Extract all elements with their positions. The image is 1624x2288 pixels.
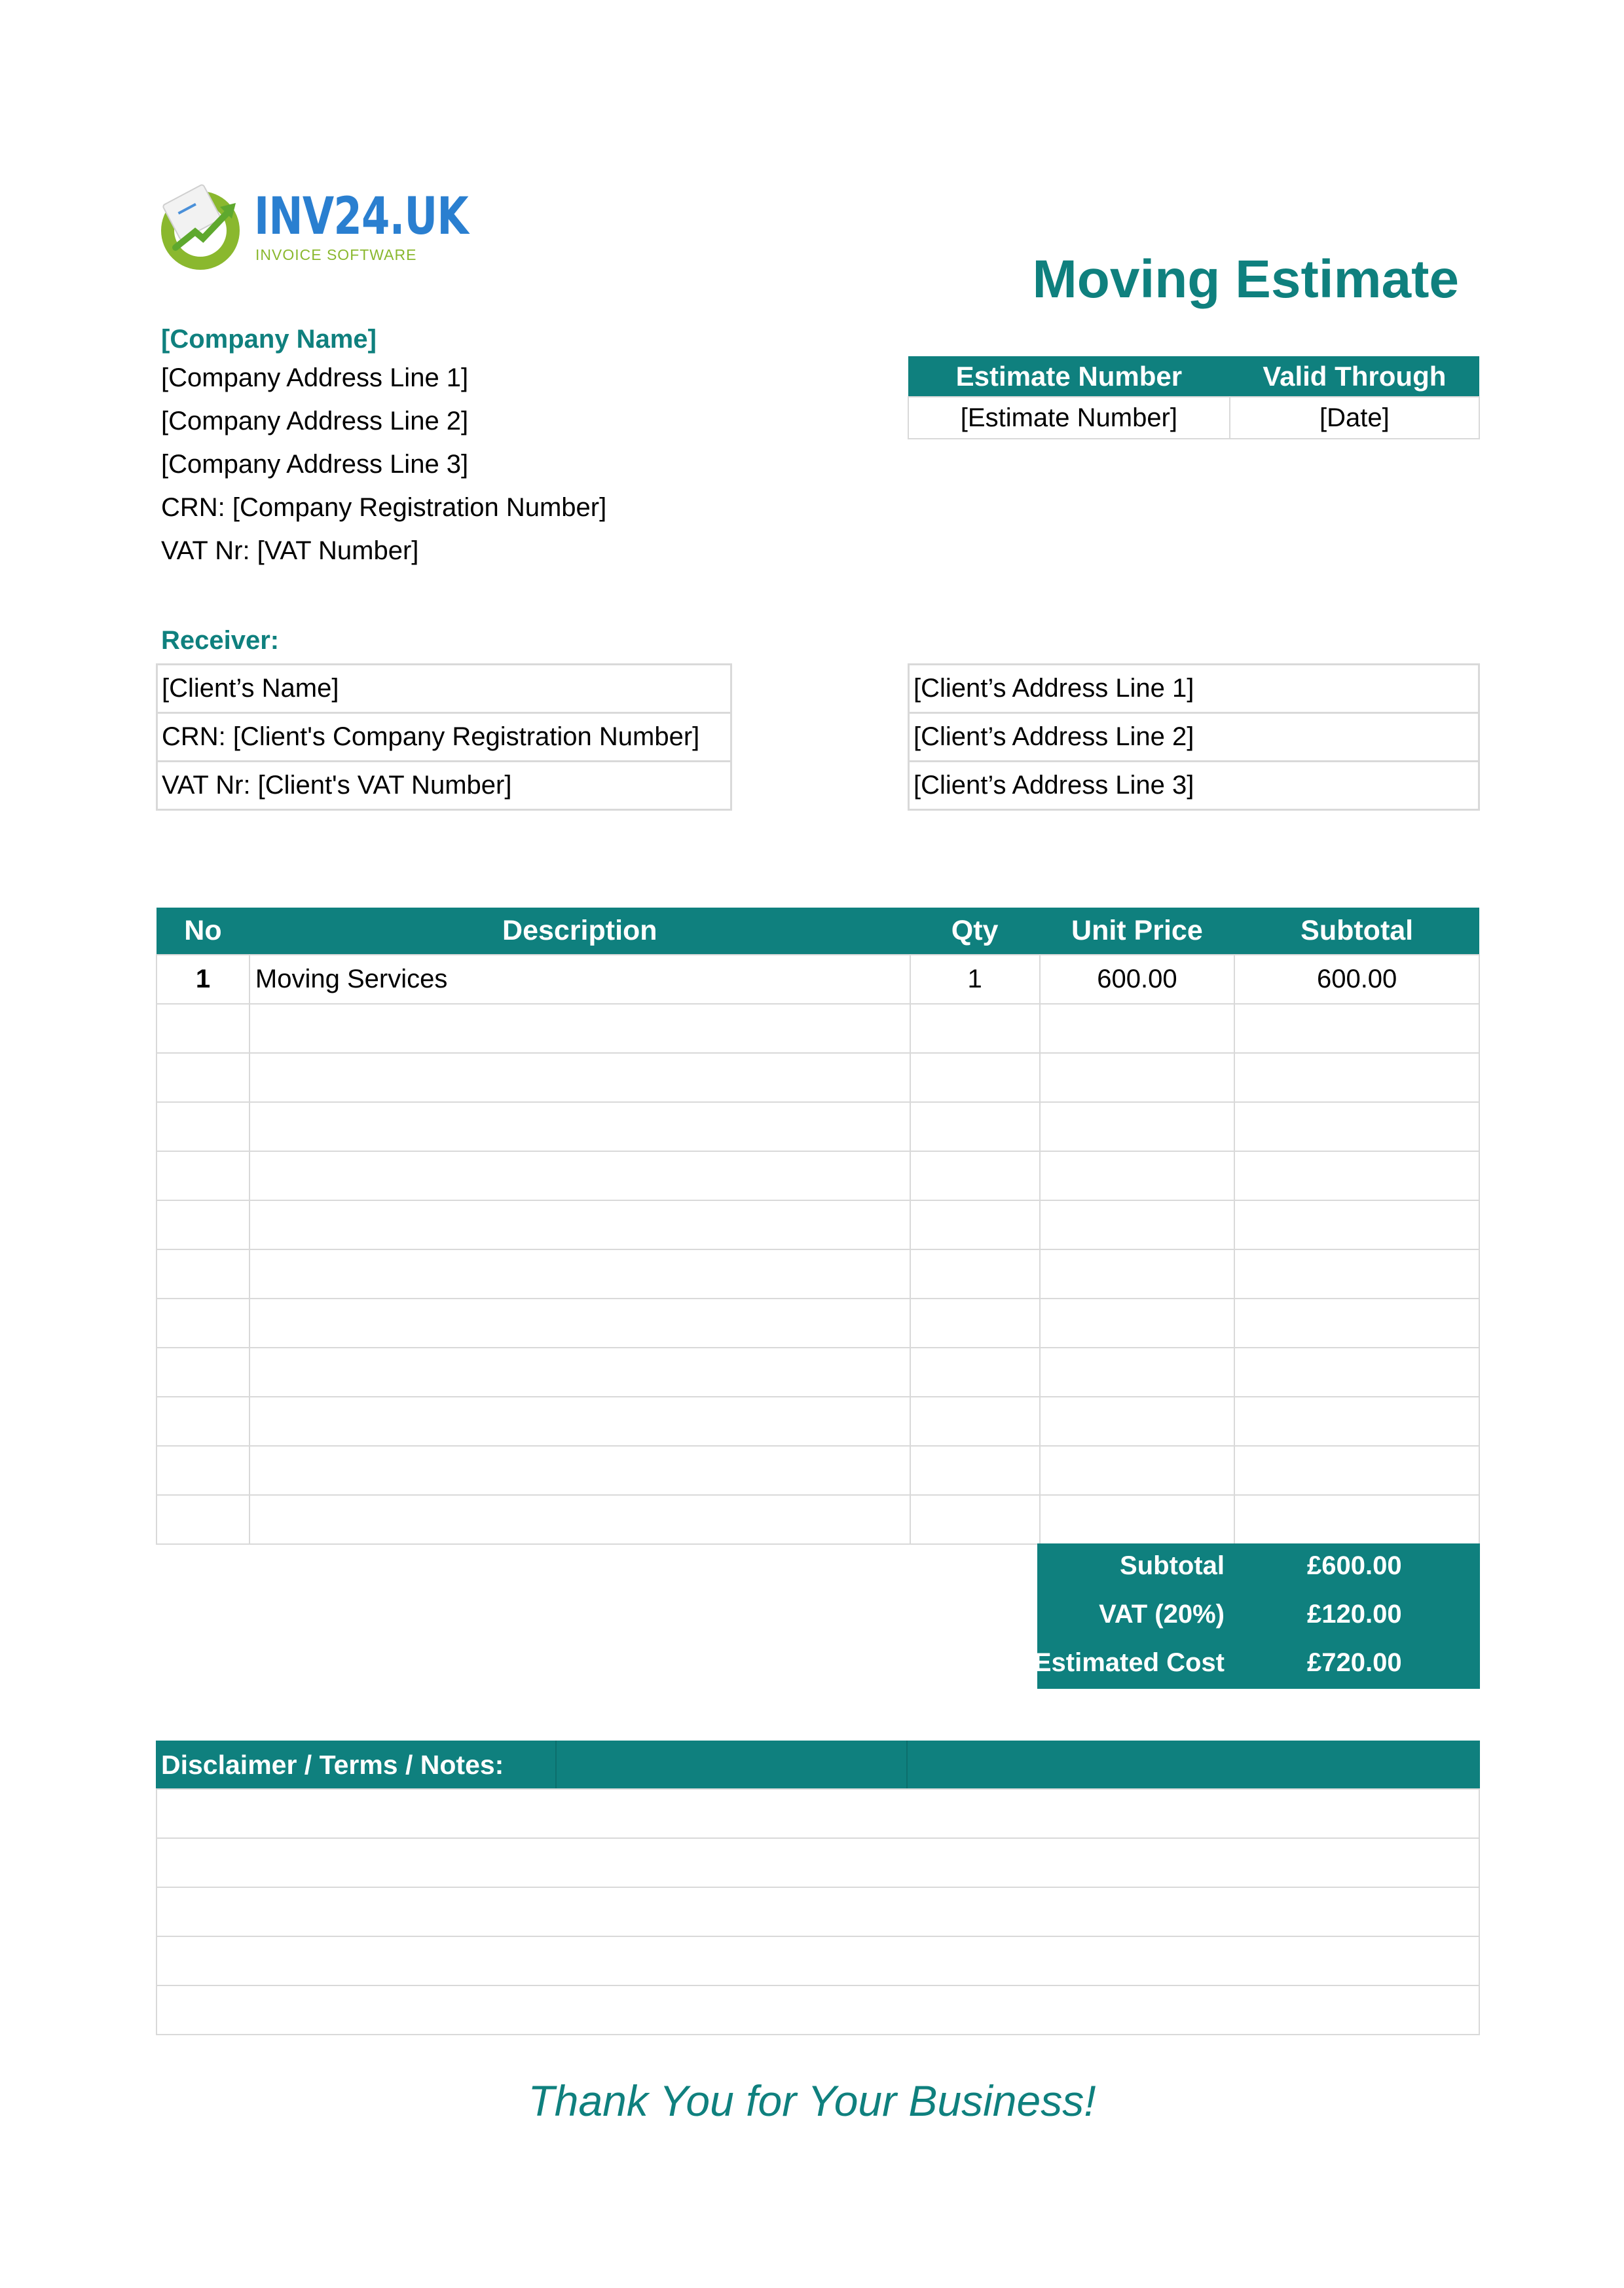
receiver-address-table [908, 663, 1480, 811]
vat-label: VAT (20%) [1099, 1600, 1225, 1629]
empty-cell [157, 1348, 249, 1397]
empty-cell [157, 1200, 249, 1249]
totals-box [1033, 1543, 1480, 1689]
empty-cell [1040, 1102, 1235, 1151]
column-header-description: Description [249, 908, 910, 955]
notes-row [157, 1936, 1479, 1985]
empty-cell [249, 1299, 910, 1348]
empty-cell [157, 1004, 249, 1053]
empty-cell [249, 1397, 910, 1446]
notes-cell [157, 1936, 1479, 1985]
empty-cell [1234, 1495, 1479, 1544]
empty-cell [910, 1102, 1040, 1151]
column-header-subtotal: Subtotal [1234, 908, 1479, 955]
receiver-details-table [156, 663, 732, 811]
empty-cell [157, 1397, 249, 1446]
client-address-line-2: [Client’s Address Line 2] [909, 713, 1479, 762]
empty-cell [910, 1495, 1040, 1544]
notes-row [157, 1789, 1479, 1838]
receiver-label: Receiver: [161, 626, 280, 655]
notes-row [157, 1838, 1479, 1887]
thank-you-message: Thank You for Your Business! [528, 2076, 1096, 2125]
empty-cell [249, 1004, 910, 1053]
empty-cell [910, 1299, 1040, 1348]
vat-row [1037, 1592, 1480, 1640]
empty-cell [249, 1446, 910, 1495]
empty-cell [1234, 1446, 1479, 1495]
empty-table-row [157, 1249, 1479, 1299]
empty-cell [1040, 1299, 1235, 1348]
item-subtotal: 600.00 [1234, 955, 1479, 1004]
estimated-cost-label: Estimated Cost [1033, 1648, 1225, 1677]
empty-cell [249, 1102, 910, 1151]
empty-cell [157, 1299, 249, 1348]
item-description: Moving Services [249, 955, 910, 1004]
empty-table-row [157, 1004, 1479, 1053]
empty-cell [1040, 1200, 1235, 1249]
empty-cell [249, 1200, 910, 1249]
estimate-number-value: [Estimate Number] [908, 397, 1230, 439]
empty-cell [910, 1004, 1040, 1053]
empty-cell [1234, 1053, 1479, 1102]
valid-through-value: [Date] [1230, 397, 1479, 439]
empty-cell [157, 1495, 249, 1544]
empty-cell [1040, 1004, 1235, 1053]
empty-table-row [157, 1495, 1479, 1544]
empty-cell [910, 1200, 1040, 1249]
empty-table-row [157, 1151, 1479, 1200]
empty-cell [249, 1249, 910, 1299]
subtotal-label: Subtotal [1120, 1551, 1225, 1580]
notes-cell [157, 1985, 1479, 2035]
empty-cell [910, 1348, 1040, 1397]
empty-cell [157, 1151, 249, 1200]
client-name: [Client’s Name] [157, 665, 731, 713]
item-unit-price: 600.00 [1040, 955, 1235, 1004]
valid-through-header: Valid Through [1230, 356, 1479, 397]
empty-cell [1234, 1004, 1479, 1053]
empty-cell [910, 1053, 1040, 1102]
empty-cell [910, 1397, 1040, 1446]
estimate-meta-table [908, 356, 1480, 439]
empty-cell [1234, 1299, 1479, 1348]
empty-cell [1234, 1397, 1479, 1446]
empty-cell [1040, 1151, 1235, 1200]
empty-cell [157, 1249, 249, 1299]
empty-cell [1040, 1053, 1235, 1102]
column-header-qty: Qty [910, 908, 1040, 955]
notes-table [156, 1788, 1480, 2035]
empty-cell [157, 1102, 249, 1151]
client-address-line-1: [Client’s Address Line 1] [909, 665, 1479, 713]
empty-cell [1234, 1200, 1479, 1249]
company-address-line-1: [Company Address Line 1] [161, 363, 469, 392]
company-address-line-2: [Company Address Line 2] [161, 407, 469, 435]
header-divider [906, 1741, 908, 1788]
empty-cell [1040, 1446, 1235, 1495]
subtotal-value: £600.00 [1307, 1551, 1402, 1580]
client-vat: VAT Nr: [Client's VAT Number] [157, 762, 731, 810]
logo-graphic-icon [157, 183, 249, 275]
empty-table-row [157, 1446, 1479, 1495]
empty-cell [910, 1446, 1040, 1495]
company-address-line-3: [Company Address Line 3] [161, 450, 469, 479]
empty-table-row [157, 1299, 1479, 1348]
empty-cell [1234, 1102, 1479, 1151]
client-address-line-3: [Client’s Address Line 3] [909, 762, 1479, 810]
empty-cell [249, 1348, 910, 1397]
notes-label: Disclaimer / Terms / Notes: [161, 1750, 504, 1780]
company-logo [157, 183, 468, 275]
notes-header [156, 1741, 1480, 1788]
notes-row [157, 1985, 1479, 2035]
column-header-no: No [157, 908, 249, 955]
empty-table-row [157, 1200, 1479, 1249]
empty-cell [910, 1151, 1040, 1200]
logo-tagline: INVOICE SOFTWARE [255, 246, 417, 263]
column-header-unit-price: Unit Price [1040, 908, 1235, 955]
item-no: 1 [157, 955, 249, 1004]
logo-wordmark: INV24.UK [254, 187, 468, 246]
company-vat: VAT Nr: [VAT Number] [161, 536, 419, 565]
table-row [157, 955, 1479, 1004]
empty-cell [249, 1053, 910, 1102]
client-crn: CRN: [Client's Company Registration Number] [157, 713, 731, 762]
empty-cell [1234, 1348, 1479, 1397]
company-name: [Company Name] [161, 325, 377, 354]
estimated-cost-value: £720.00 [1307, 1648, 1402, 1677]
estimate-number-header: Estimate Number [908, 356, 1230, 397]
empty-cell [1040, 1348, 1235, 1397]
empty-cell [1040, 1495, 1235, 1544]
empty-table-row [157, 1397, 1479, 1446]
empty-cell [910, 1249, 1040, 1299]
empty-cell [1234, 1151, 1479, 1200]
empty-table-row [157, 1348, 1479, 1397]
line-items-table [156, 908, 1480, 1545]
empty-cell [1040, 1249, 1235, 1299]
item-qty: 1 [910, 955, 1040, 1004]
notes-cell [157, 1789, 1479, 1838]
notes-cell [157, 1887, 1479, 1936]
notes-row [157, 1887, 1479, 1936]
empty-cell [249, 1495, 910, 1544]
header-divider [555, 1741, 557, 1788]
empty-cell [249, 1151, 910, 1200]
estimated-cost-row [1033, 1640, 1480, 1689]
empty-cell [1040, 1397, 1235, 1446]
vat-value: £120.00 [1307, 1600, 1402, 1629]
document-title: Moving Estimate [1032, 249, 1459, 309]
empty-table-row [157, 1053, 1479, 1102]
empty-cell [1234, 1249, 1479, 1299]
notes-cell [157, 1838, 1479, 1887]
empty-table-row [157, 1102, 1479, 1151]
subtotal-row [1037, 1543, 1480, 1592]
empty-cell [157, 1053, 249, 1102]
company-crn: CRN: [Company Registration Number] [161, 493, 607, 522]
empty-cell [157, 1446, 249, 1495]
